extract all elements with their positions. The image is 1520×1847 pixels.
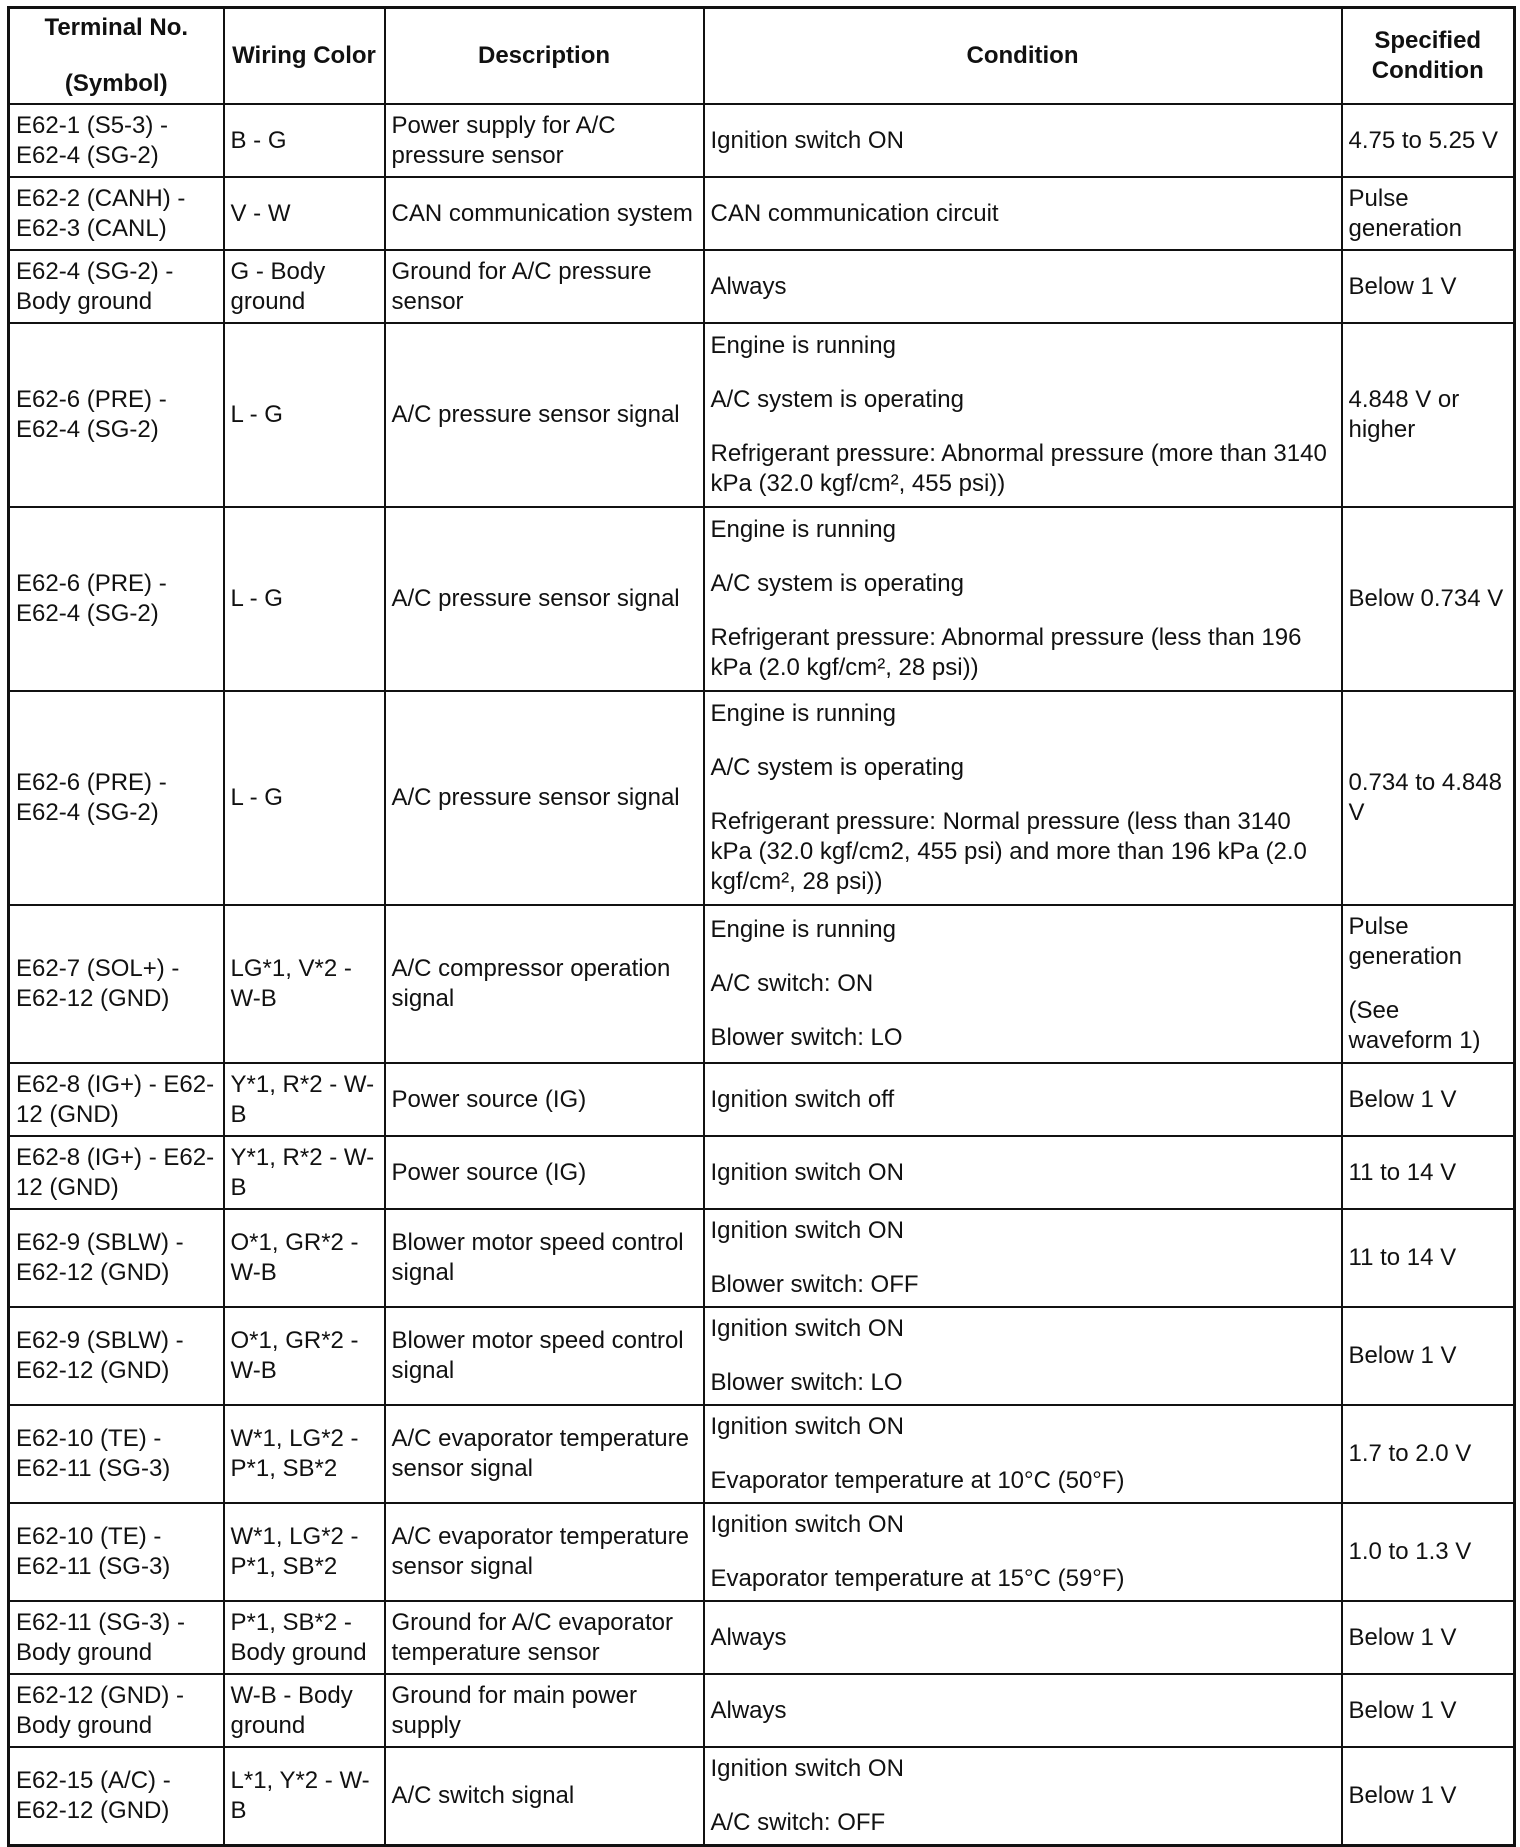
specified-condition-cell (1342, 1209, 1515, 1307)
terminal-cell: E62-8 (IG+) - E62-12 (GND) (9, 1063, 224, 1136)
wiring-color-cell: O*1, GR*2 - W-B (224, 1307, 385, 1405)
condition-cell (704, 507, 1342, 691)
condition-line: Engine is running (710, 516, 896, 543)
specified-condition-line: Below 0.734 V (1348, 585, 1504, 612)
specified-condition-line: Pulse generation (1348, 184, 1462, 242)
description-cell: Power source (IG) (385, 1136, 704, 1209)
table-row (9, 905, 1515, 1063)
table-row (9, 177, 1515, 250)
specified-condition-line: Below 1 V (1348, 1085, 1457, 1113)
specified-condition-line: Below 1 V (1348, 272, 1457, 300)
condition-line: Ignition switch ON (710, 1413, 904, 1440)
specified-condition-line: 0.734 to 4.848 V (1348, 769, 1502, 826)
specified-condition-line: Pulse generation (1348, 913, 1462, 970)
condition-line: Always (710, 272, 787, 300)
condition-cell (704, 104, 1342, 177)
condition-line: Blower switch: LO (710, 1024, 903, 1051)
description-cell: A/C compressor operation signal (385, 905, 704, 1063)
table-row (9, 1405, 1515, 1503)
wiring-color-cell: W*1, LG*2 - P*1, SB*2 (224, 1503, 385, 1601)
condition-line: Engine is running (710, 700, 896, 727)
terminal-cell: E62-1 (S5-3) - E62-4 (SG-2) (9, 104, 224, 177)
terminal-cell: E62-9 (SBLW) - E62-12 (GND) (9, 1209, 224, 1307)
condition-line: Ignition switch ON (710, 1158, 904, 1186)
description-cell: Power source (IG) (385, 1063, 704, 1136)
condition-line: Always (710, 1696, 787, 1724)
specified-condition-cell (1342, 905, 1515, 1063)
header-condition: Condition (704, 8, 1342, 105)
wiring-color-cell: L*1, Y*2 - W-B (224, 1747, 385, 1845)
condition-cell (704, 1405, 1342, 1503)
condition-line: Ignition switch ON (710, 1217, 904, 1244)
specified-condition-cell (1342, 691, 1515, 905)
table-row (9, 1307, 1515, 1405)
wiring-color-cell: V - W (224, 177, 385, 250)
specified-condition-line: 1.7 to 2.0 V (1348, 1440, 1472, 1467)
terminal-table (7, 6, 1516, 1847)
description-cell: A/C pressure sensor signal (385, 507, 704, 691)
specified-condition-cell (1342, 1601, 1515, 1674)
condition-line: Engine is running (710, 916, 896, 943)
description-cell: Ground for A/C pressure sensor (385, 250, 704, 323)
description-cell: Ground for main power supply (385, 1674, 704, 1747)
condition-cell (704, 905, 1342, 1063)
wiring-color-cell: B - G (224, 104, 385, 177)
header-terminal-label: Terminal No. (44, 14, 189, 41)
terminal-cell: E62-6 (PRE) - E62-4 (SG-2) (9, 691, 224, 905)
wiring-color-cell: O*1, GR*2 - W-B (224, 1209, 385, 1307)
specified-condition-line: (See waveform 1) (1348, 997, 1481, 1054)
condition-cell (704, 250, 1342, 323)
table-row (9, 104, 1515, 177)
terminal-cell: E62-10 (TE) - E62-11 (SG-3) (9, 1405, 224, 1503)
wiring-color-cell: W*1, LG*2 - P*1, SB*2 (224, 1405, 385, 1503)
condition-cell (704, 691, 1342, 905)
condition-line: A/C system is operating (710, 754, 964, 781)
specified-condition-cell (1342, 1503, 1515, 1601)
specified-condition-cell (1342, 177, 1515, 250)
condition-cell (704, 1747, 1342, 1845)
terminal-cell: E62-2 (CANH) - E62-3 (CANL) (9, 177, 224, 250)
terminal-cell: E62-8 (IG+) - E62-12 (GND) (9, 1136, 224, 1209)
terminal-cell: E62-12 (GND) - Body ground (9, 1674, 224, 1747)
header-terminal (9, 8, 224, 105)
wiring-color-cell: L - G (224, 691, 385, 905)
condition-cell (704, 1136, 1342, 1209)
condition-line: Always (710, 1623, 787, 1651)
description-cell: Blower motor speed control signal (385, 1209, 704, 1307)
specified-condition-cell (1342, 1747, 1515, 1845)
condition-line: Ignition switch ON (710, 1511, 904, 1538)
table-row (9, 250, 1515, 323)
condition-cell (704, 323, 1342, 507)
condition-line: Evaporator temperature at 15°C (59°F) (710, 1565, 1125, 1592)
condition-line: Ignition switch ON (710, 1754, 904, 1782)
condition-line: Engine is running (710, 332, 896, 359)
wiring-color-cell: LG*1, V*2 - W-B (224, 905, 385, 1063)
terminal-cell: E62-15 (A/C) - E62-12 (GND) (9, 1747, 224, 1845)
description-cell: Power supply for A/C pressure sensor (385, 104, 704, 177)
terminal-cell: E62-6 (PRE) - E62-4 (SG-2) (9, 323, 224, 507)
specified-condition-cell (1342, 1674, 1515, 1747)
specified-condition-cell (1342, 1136, 1515, 1209)
specified-condition-line: 4.75 to 5.25 V (1348, 126, 1498, 154)
description-cell: A/C evaporator temperature sensor signal (385, 1503, 704, 1601)
terminal-cell: E62-4 (SG-2) - Body ground (9, 250, 224, 323)
condition-cell (704, 1209, 1342, 1307)
wiring-color-cell: Y*1, R*2 - W-B (224, 1136, 385, 1209)
condition-line: A/C switch: ON (710, 970, 874, 997)
specified-condition-cell (1342, 1063, 1515, 1136)
condition-line: Refrigerant pressure: Abnormal pressure (more than 3140 kPa (32.0 kgf/cm², 455 psi)) (710, 440, 1327, 497)
description-cell: A/C pressure sensor signal (385, 323, 704, 507)
wiring-color-cell: L - G (224, 323, 385, 507)
terminal-cell: E62-7 (SOL+) - E62-12 (GND) (9, 905, 224, 1063)
condition-line: Ignition switch ON (710, 1315, 904, 1342)
specified-condition-line: Below 1 V (1348, 1623, 1457, 1651)
specified-condition-cell (1342, 250, 1515, 323)
specified-condition-line: 11 to 14 V (1348, 1244, 1457, 1271)
description-cell: A/C switch signal (385, 1747, 704, 1845)
specified-condition-cell (1342, 104, 1515, 177)
specified-condition-line: 4.848 V or higher (1348, 386, 1460, 443)
header-specified-condition: Specified Condition (1342, 8, 1515, 105)
table-row (9, 1209, 1515, 1307)
table-row (9, 1601, 1515, 1674)
description-cell: A/C evaporator temperature sensor signal (385, 1405, 704, 1503)
condition-cell (704, 1063, 1342, 1136)
description-cell: CAN communication system (385, 177, 704, 250)
specified-condition-line: Below 1 V (1348, 1781, 1457, 1809)
condition-line: Blower switch: OFF (710, 1271, 919, 1298)
terminal-cell: E62-9 (SBLW) - E62-12 (GND) (9, 1307, 224, 1405)
table-row (9, 1136, 1515, 1209)
table-row (9, 323, 1515, 507)
condition-cell (704, 177, 1342, 250)
table-row (9, 1747, 1515, 1845)
terminal-table-wrapper (7, 6, 1513, 1847)
description-cell: Blower motor speed control signal (385, 1307, 704, 1405)
specified-condition-line: Below 1 V (1348, 1696, 1457, 1724)
wiring-color-cell: Y*1, R*2 - W-B (224, 1063, 385, 1136)
specified-condition-cell (1342, 1405, 1515, 1503)
specified-condition-line: 1.0 to 1.3 V (1348, 1538, 1472, 1565)
header-symbol-label: (Symbol) (64, 70, 168, 97)
specified-condition-line: Below 1 V (1348, 1342, 1457, 1369)
header-row (9, 8, 1515, 105)
condition-line: Ignition switch ON (710, 126, 904, 154)
table-row (9, 1063, 1515, 1136)
condition-line: Blower switch: LO (710, 1369, 903, 1396)
condition-line: Refrigerant pressure: Abnormal pressure (less than 196 kPa (2.0 kgf/cm², 28 psi)) (710, 624, 1302, 681)
condition-cell (704, 1674, 1342, 1747)
header-wiring-color: Wiring Color (224, 8, 385, 105)
table-row (9, 507, 1515, 691)
condition-line: Evaporator temperature at 10°C (50°F) (710, 1467, 1125, 1494)
specified-condition-line: 11 to 14 V (1348, 1158, 1457, 1186)
terminal-cell: E62-6 (PRE) - E62-4 (SG-2) (9, 507, 224, 691)
condition-line: A/C system is operating (710, 386, 964, 413)
terminal-cell: E62-10 (TE) - E62-11 (SG-3) (9, 1503, 224, 1601)
wiring-color-cell: P*1, SB*2 - Body ground (224, 1601, 385, 1674)
table-row (9, 1674, 1515, 1747)
table-row (9, 691, 1515, 905)
header-description: Description (385, 8, 704, 105)
condition-cell (704, 1307, 1342, 1405)
table-row (9, 1503, 1515, 1601)
condition-cell (704, 1503, 1342, 1601)
wiring-color-cell: L - G (224, 507, 385, 691)
description-cell: Ground for A/C evaporator temperature sensor (385, 1601, 704, 1674)
wiring-color-cell: W-B - Body ground (224, 1674, 385, 1747)
table-body (9, 104, 1515, 1845)
condition-line: A/C system is operating (710, 570, 964, 597)
specified-condition-cell (1342, 1307, 1515, 1405)
specified-condition-cell (1342, 507, 1515, 691)
condition-line: Ignition switch off (710, 1085, 895, 1113)
condition-line: A/C switch: OFF (710, 1808, 886, 1836)
condition-cell (704, 1601, 1342, 1674)
description-cell: A/C pressure sensor signal (385, 691, 704, 905)
wiring-color-cell: G - Body ground (224, 250, 385, 323)
specified-condition-cell (1342, 323, 1515, 507)
terminal-cell: E62-11 (SG-3) - Body ground (9, 1601, 224, 1674)
condition-line: Refrigerant pressure: Normal pressure (less than 3140 kPa (32.0 kgf/cm2, 455 psi) and more than 196 kPa (2.0 kgf/cm², 28 psi)) (710, 808, 1307, 895)
condition-line: CAN communication circuit (710, 199, 999, 227)
